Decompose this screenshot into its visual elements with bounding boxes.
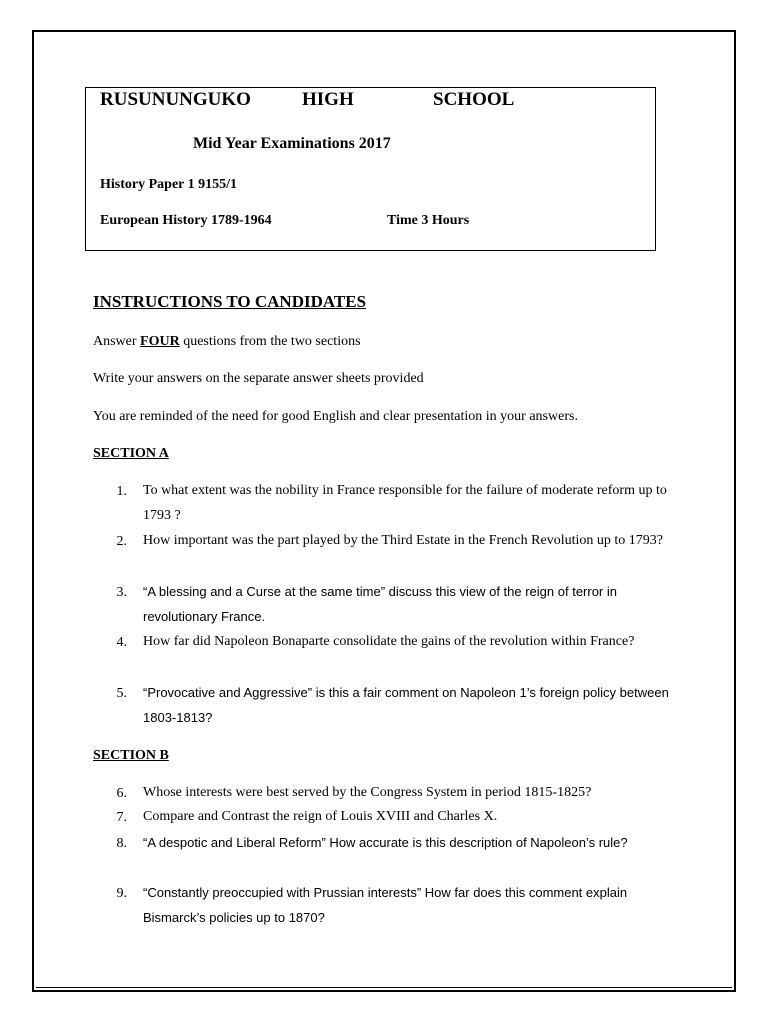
instruction-line-2: Write your answers on the separate answer sheets provided [93,371,424,386]
question-text: “Constantly preoccupied with Prussian interests” How far does this comment explain Bismarck’s policies up to 1870? [143,885,628,925]
section-b-heading: SECTION B [93,748,169,763]
question-number: 2. [116,534,127,549]
school-name-word-1: RUSUNUNGUKO [100,89,251,110]
instruction-line-1-before: Answer [93,334,141,349]
school-name-word-3: SCHOOL [433,89,515,110]
question-text: How important was the part played by the Third Estate in the French Revolution up to 1793? [143,533,663,548]
question-number: 5. [116,686,127,701]
instructions-heading: INSTRUCTIONS TO CANDIDATES [93,292,367,311]
question-number: 8. [116,836,127,851]
school-name-word-2: HIGH [302,89,354,110]
paper-code: History Paper 1 9155/1 [100,177,238,192]
exam-title: Mid Year Examinations 2017 [193,135,391,152]
question-text: “Provocative and Aggressive” is this a fair comment on Napoleon 1’s foreign policy between 1803-1813? [143,685,669,725]
question-number: 7. [116,810,127,825]
question-text: How far did Napoleon Bonaparte consolidate the gains of the revolution within France? [143,634,635,649]
exam-duration: Time 3 Hours [387,213,470,228]
instruction-emphasis: FOUR [140,334,180,349]
question-number: 1. [116,484,127,499]
instruction-line-1-after: questions from the two sections [179,334,361,349]
question-number: 3. [116,585,127,600]
question-text: Whose interests were best served by the Congress System in period 1815-1825? [143,785,592,800]
instruction-line-3: You are reminded of the need for good English and clear presentation in your answers. [93,409,578,424]
question-number: 9. [116,886,127,901]
subject-title: European History 1789-1964 [100,213,272,228]
question-text: “A blessing and a Curse at the same time” discuss this view of the reign of terror in revolutionary France. [143,584,617,624]
question-number: 6. [116,786,127,801]
question-text: To what extent was the nobility in France responsible for the failure of moderate reform up to 1793 ? [143,483,667,523]
question-text: “A despotic and Liberal Reform” How accurate is this description of Napoleon’s rule? [143,835,628,850]
question-text: Compare and Contrast the reign of Louis XVIII and Charles X. [143,809,498,824]
question-number: 4. [116,635,127,650]
section-a-heading: SECTION A [93,446,169,461]
instruction-line-1 [93,334,361,350]
